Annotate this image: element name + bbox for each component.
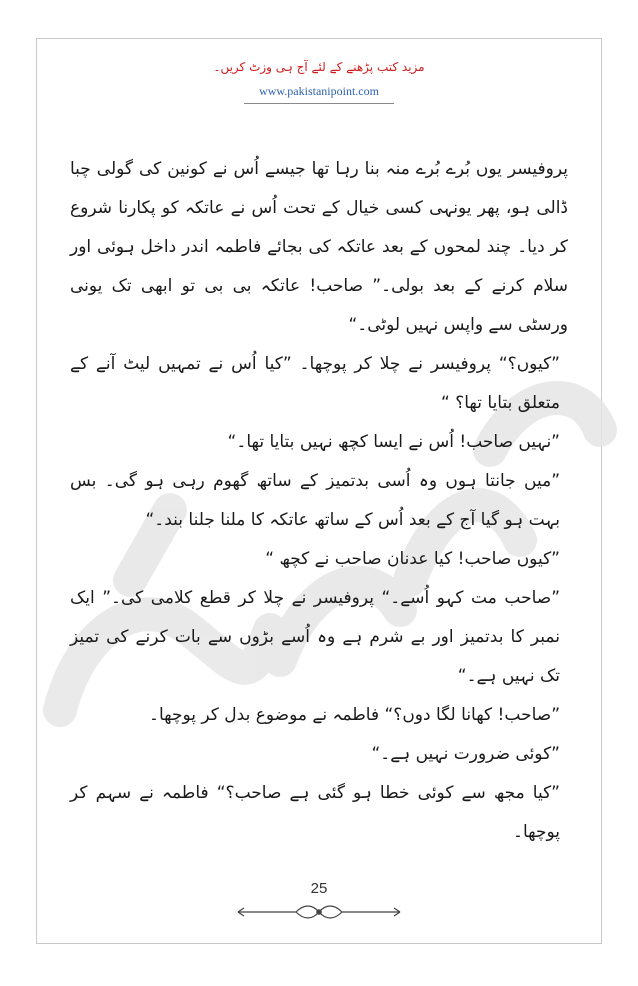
story-text — [70, 150, 568, 852]
paragraph: ”کیوں؟“ پروفیسر نے چلا کر پوچھا۔ ”کیا اُس نے تمہیں لیٹ آنے کے متعلق بتایا تھا؟ “ — [70, 354, 560, 413]
paragraph: ”صاحب! کھانا لگا دوں؟“ فاطمہ نے موضوع بدل کر پوچھا۔ — [149, 705, 560, 725]
paragraph: ”کوئی ضرورت نہیں ہے۔“ — [371, 744, 560, 764]
paragraph: ”نہیں صاحب! اُس نے ایسا کچھ نہیں بتایا تھا۔“ — [227, 432, 560, 452]
paragraph: ”صاحب مت کہو اُسے۔“ پروفیسر نے چلا کر قطع کلامی کی۔” ایک نمبر کا بدتمیز اور بے شرم ہے وہ اُسے بڑوں سے بات کرنے کی تمیز تک نہیں ہے۔“ — [70, 588, 560, 686]
site-link[interactable]: www.pakistanipoint.com — [259, 84, 379, 98]
promo-text: مزید کتب پڑھنے کے لئے آج ہی وزٹ کریں۔ — [213, 60, 425, 74]
header-divider — [244, 103, 394, 104]
paragraph: پروفیسر یوں بُرے بُرے منہ بنا رہا تھا جیسے اُس نے کونین کی گولی چبا ڈالی ہو، پھر یونہی کسی خیال کے تحت اُس نے عاتکہ کو پکارنا شروع کر دیا۔ چند لمحوں کے بعد عاتکہ کی بجائے فاطمہ اندر داخل ہوئی اور سلام کرنے کے بعد بولی۔” صاحب! عاتکہ بی بی تو ابھی تک یونی ورسٹی سے واپس نہیں لوٹی۔“ — [70, 159, 568, 335]
paragraph: ”کیا مجھ سے کوئی خطا ہو گئی ہے صاحب؟“ فاطمہ نے سہم کر پوچھا۔ — [70, 783, 560, 842]
paragraph: ”کیوں صاحب! کیا عدنان صاحب نے کچھ “ — [265, 549, 560, 569]
page-number: 25 — [310, 880, 328, 897]
paragraph: ”میں جانتا ہوں وہ اُسی بدتمیز کے ساتھ گھوم رہی ہو گی۔ بس بہت ہو گیا آج کے بعد اُس کے ساتھ عاتکہ کا ملنا جلنا بند۔“ — [70, 471, 560, 530]
ornament-divider-icon — [234, 904, 404, 920]
page-header — [0, 60, 638, 104]
